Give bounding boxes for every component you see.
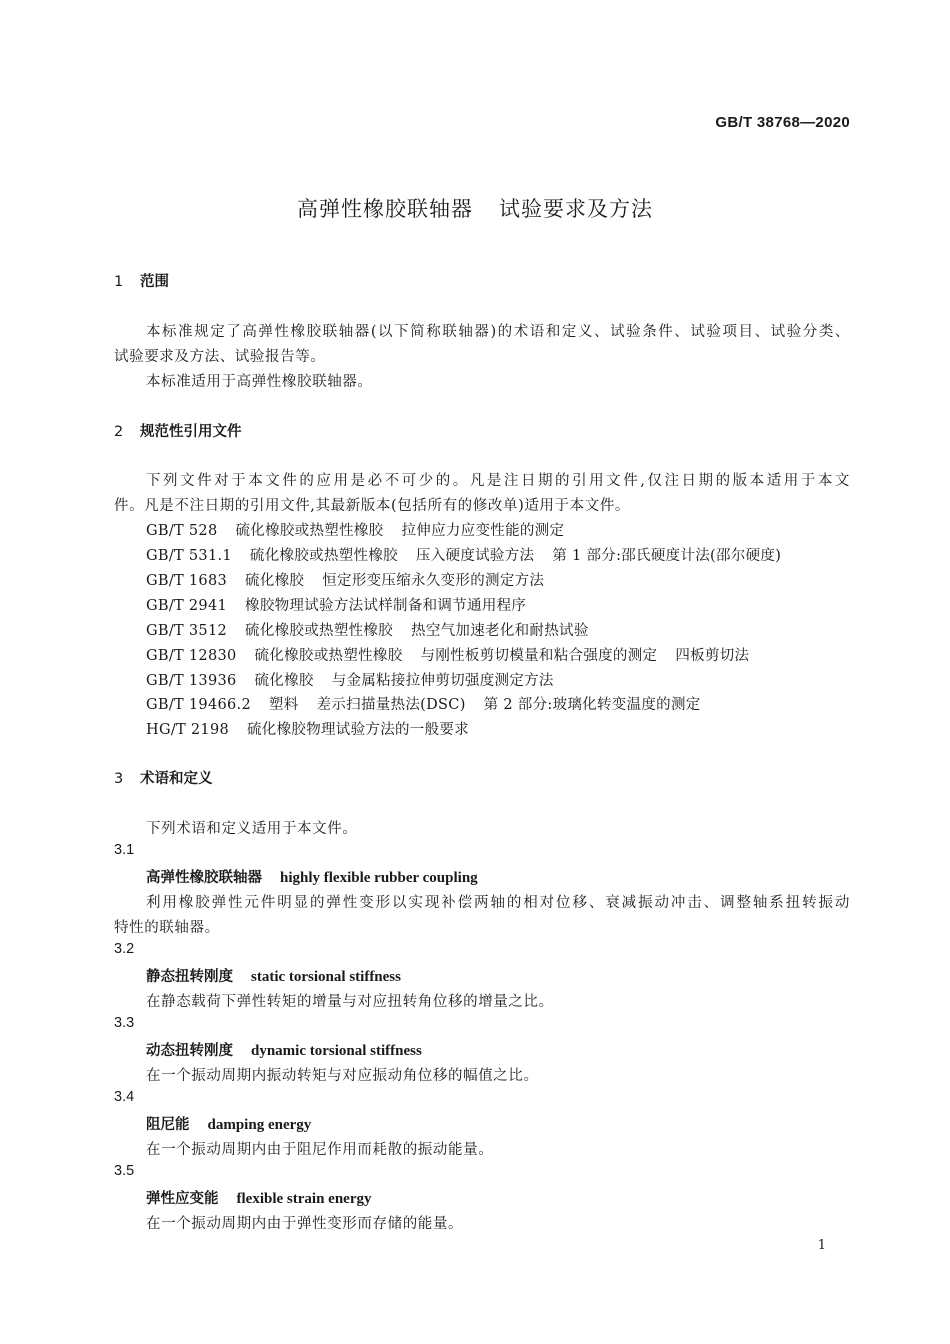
section-heading-terms-and-definitions [114, 767, 213, 788]
reference-title: 橡胶物理试验方法试样制备和调节通用程序 [245, 598, 527, 614]
reference-part: 第 1 部分:邵氏硬度计法(邵尔硬度) [552, 548, 782, 564]
reference-title: 硫化橡胶或热塑性橡胶 [249, 548, 398, 564]
term-definition-line1: 利用橡胶弹性元件明显的弹性变形以实现补偿两轴的相对位移、衰减振动冲击、调整轴系扭转振动 [146, 895, 850, 911]
section-heading-normative-references [114, 420, 242, 441]
reference-title: 硫化橡胶 [245, 573, 305, 589]
term-entry [146, 1039, 422, 1060]
reference-part: 四板剪切法 [675, 648, 750, 664]
reference-item [146, 644, 749, 665]
section-title: 范围 [140, 274, 169, 290]
reference-code: GB/T 1683 [146, 573, 228, 589]
reference-title: 硫化橡胶物理试验方法的一般要求 [247, 722, 469, 738]
term-definition: 在静态载荷下弹性转矩的增量与对应扭转角位移的增量之比。 [146, 994, 554, 1010]
section-heading-scope [114, 270, 169, 291]
reference-code: GB/T 13936 [146, 673, 237, 689]
reference-title: 塑料 [268, 697, 299, 713]
standard-number: GB/T 38768—2020 [715, 114, 850, 131]
references-intro-line2: 件。凡是不注日期的引用文件,其最新版本(包括所有的修改单)适用于本文件。 [114, 498, 631, 514]
reference-item [146, 519, 564, 540]
term-definition: 在一个振动周期内振动转矩与对应振动角位移的幅值之比。 [146, 1068, 539, 1084]
reference-code: GB/T 19466.2 [146, 697, 251, 713]
references-intro-line1: 下列文件对于本文件的应用是必不可少的。凡是注日期的引用文件,仅注日期的版本适用于本文 [146, 473, 850, 489]
reference-subtitle: 恒定形变压缩永久变形的测定方法 [322, 573, 545, 589]
term-number: 3.3 [114, 1015, 135, 1031]
reference-title: 硫化橡胶或热塑性橡胶 [235, 523, 384, 539]
term-number: 3.4 [114, 1089, 135, 1105]
section-title: 术语和定义 [140, 771, 213, 787]
reference-code: GB/T 528 [146, 523, 218, 539]
term-english: flexible strain energy [236, 1191, 372, 1207]
reference-subtitle: 与刚性板剪切模量和粘合强度的测定 [420, 648, 658, 664]
page-number: 1 [817, 1238, 826, 1253]
reference-item [146, 544, 781, 565]
term-chinese: 动态扭转刚度 [146, 1043, 233, 1059]
term-entry [146, 1187, 371, 1208]
term-entry [146, 965, 401, 986]
term-chinese: 弹性应变能 [146, 1191, 219, 1207]
section-title: 规范性引用文件 [140, 424, 242, 440]
reference-subtitle: 热空气加速老化和耐热试验 [411, 623, 589, 639]
reference-title: 硫化橡胶 [254, 673, 314, 689]
reference-item [146, 718, 469, 739]
term-definition-line2: 特性的联轴器。 [114, 920, 220, 936]
term-definition: 在一个振动周期内由于阻尼作用而耗散的振动能量。 [146, 1142, 494, 1158]
term-english: damping energy [207, 1117, 312, 1133]
term-english: dynamic torsional stiffness [251, 1043, 422, 1059]
document-title [0, 193, 950, 223]
term-english: highly flexible rubber coupling [280, 870, 478, 886]
title-part-2: 试验要求及方法 [499, 197, 653, 221]
terms-intro: 下列术语和定义适用于本文件。 [146, 821, 358, 837]
term-number: 3.1 [114, 842, 135, 858]
term-entry [146, 866, 478, 887]
reference-title: 硫化橡胶或热塑性橡胶 [254, 648, 403, 664]
term-definition: 在一个振动周期内由于弹性变形而存储的能量。 [146, 1216, 464, 1232]
section-number: 3 [114, 771, 124, 787]
term-chinese: 阻尼能 [146, 1117, 190, 1133]
section-number: 2 [114, 424, 124, 440]
term-english: static torsional stiffness [251, 969, 401, 985]
reference-item [146, 569, 544, 590]
reference-subtitle: 差示扫描量热法(DSC) [316, 697, 466, 713]
reference-code: GB/T 531.1 [146, 548, 232, 564]
scope-paragraph-line1: 本标准规定了高弹性橡胶联轴器(以下简称联轴器)的术语和定义、试验条件、试验项目、试验分类、 [146, 324, 850, 340]
reference-code: HG/T 2198 [146, 722, 229, 738]
reference-item [146, 693, 701, 714]
term-entry [146, 1113, 311, 1134]
reference-title: 硫化橡胶或热塑性橡胶 [245, 623, 394, 639]
reference-part: 第 2 部分:玻璃化转变温度的测定 [483, 697, 701, 713]
reference-code: GB/T 3512 [146, 623, 228, 639]
reference-code: GB/T 12830 [146, 648, 237, 664]
reference-subtitle: 与金属粘接拉伸剪切强度测定方法 [331, 673, 554, 689]
reference-item [146, 619, 589, 640]
reference-subtitle: 压入硬度试验方法 [415, 548, 535, 564]
reference-item [146, 669, 554, 690]
scope-paragraph-line2: 试验要求及方法、试验报告等。 [114, 349, 326, 365]
scope-applicability: 本标准适用于高弹性橡胶联轴器。 [146, 374, 373, 390]
term-number: 3.2 [114, 941, 135, 957]
title-part-1: 高弹性橡胶联轴器 [297, 197, 473, 221]
term-chinese: 静态扭转刚度 [146, 969, 233, 985]
reference-item [146, 594, 526, 615]
reference-code: GB/T 2941 [146, 598, 228, 614]
section-number: 1 [114, 274, 124, 290]
term-chinese: 高弹性橡胶联轴器 [146, 870, 262, 886]
term-number: 3.5 [114, 1163, 135, 1179]
reference-subtitle: 拉伸应力应变性能的测定 [401, 523, 565, 539]
